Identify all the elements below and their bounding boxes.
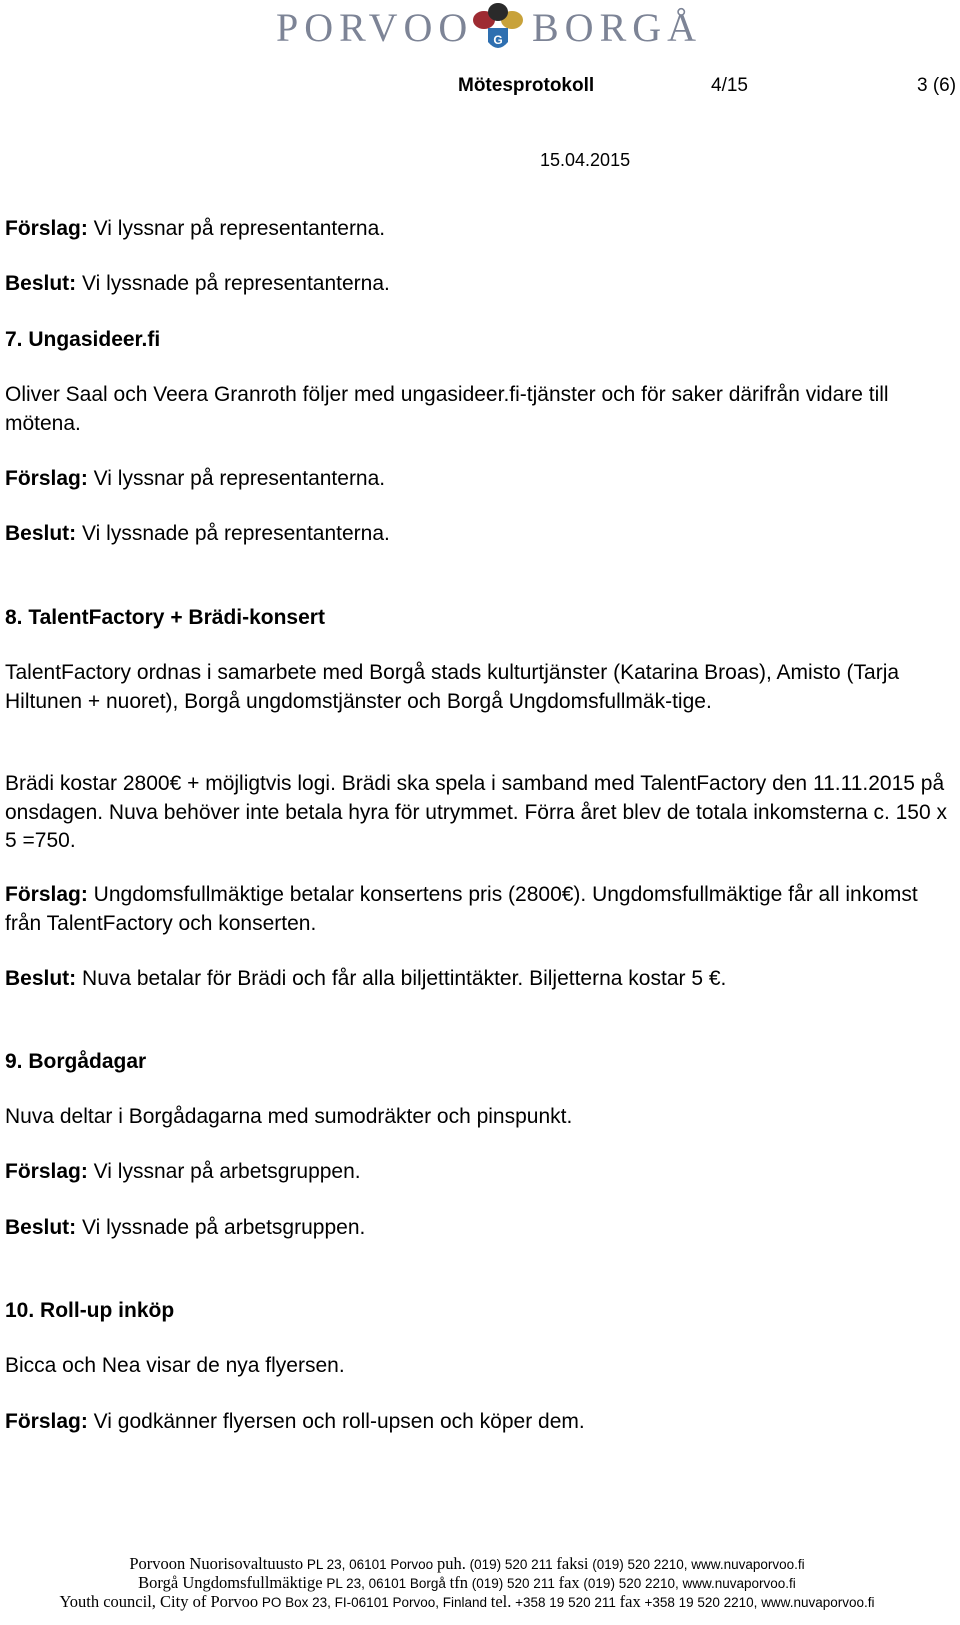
- footer-org-name: Youth council, City of Porvoo: [59, 1592, 259, 1611]
- decision-text: Vi lyssnade på representanterna.: [76, 522, 390, 545]
- proposal-text: Vi lyssnar på representanterna.: [87, 217, 386, 240]
- proposal-paragraph: [5, 1408, 955, 1437]
- proposal-paragraph: [5, 1158, 955, 1187]
- decision-text: Nuva betalar för Brädi och får alla biljettintäkter. Biljetterna kostar 5 €.: [76, 967, 727, 990]
- footer-line-swedish: [0, 1574, 947, 1593]
- footer-fax-label: fax: [619, 1592, 641, 1611]
- footer-phone-label: tel.: [490, 1592, 512, 1611]
- decision-label: Beslut:: [5, 1216, 77, 1239]
- proposal-text: Vi lyssnar på representanterna.: [87, 467, 386, 490]
- logo-word-porvoo: PORVOO: [276, 5, 474, 50]
- proposal-label: Förslag:: [5, 1410, 88, 1433]
- page-number: 3 (6): [917, 75, 957, 96]
- section-heading-7: 7. Ungasideer.fi: [5, 328, 161, 351]
- footer-phone-label: puh.: [436, 1554, 466, 1573]
- logo-word-borga: BORGÅ: [532, 5, 703, 50]
- footer-phone: (019) 520 211: [468, 1576, 559, 1591]
- decision-paragraph: [5, 1214, 955, 1243]
- proposal-paragraph: [5, 465, 955, 494]
- footer-phone: (019) 520 211: [465, 1557, 557, 1572]
- proposal-text: Ungdomsfullmäktige betalar konsertens pris (2800€). Ungdomsfullmäktige får all inkomst från TalentFactory och konserten.: [5, 883, 918, 935]
- coat-of-arms-icon: [466, 0, 530, 55]
- document-number: 4/15: [711, 75, 748, 96]
- footer-fax-web: (019) 520 2210, www.nuvaporvoo.fi: [579, 1576, 796, 1591]
- decision-text: Vi lyssnade på representanterna.: [76, 272, 390, 295]
- body-paragraph: TalentFactory ordnas i samarbete med Borgå stads kulturtjänster (Katarina Broas), Amisto (Tarja Hiltunen + nuoret), Borgå ungdomstjänster och Borgå Ungdomsfullmäk-tige.: [5, 661, 900, 713]
- footer-line-english: [0, 1593, 947, 1612]
- decision-paragraph: [5, 520, 955, 549]
- proposal-text: Vi godkänner flyersen och roll-upsen och köper dem.: [87, 1410, 585, 1433]
- proposal-label: Förslag:: [5, 883, 88, 906]
- decision-label: Beslut:: [5, 522, 77, 545]
- proposal-label: Förslag:: [5, 1160, 88, 1183]
- footer-address: PL 23, 06101 Borgå: [322, 1576, 450, 1591]
- svg-text:G: G: [493, 33, 503, 47]
- proposal-text: Vi lyssnar på arbetsgruppen.: [87, 1160, 361, 1183]
- footer-fax-label: fax: [558, 1573, 580, 1592]
- footer-phone: +358 19 520 211: [511, 1595, 620, 1610]
- decision-paragraph: [5, 270, 955, 299]
- document-type: Mötesprotokoll: [458, 75, 595, 96]
- footer-org-name: Porvoon Nuorisovaltuusto: [129, 1554, 304, 1573]
- proposal-label: Förslag:: [5, 467, 88, 490]
- footer-address: PO Box 23, FI-06101 Porvoo, Finland: [258, 1595, 491, 1610]
- footer-phone-label: tfn: [449, 1573, 469, 1592]
- footer-org-name: Borgå Ungdomsfullmäktige: [138, 1573, 323, 1592]
- decision-paragraph: [5, 965, 955, 994]
- footer-fax-web: +358 19 520 2210, www.nuvaporvoo.fi: [640, 1595, 875, 1610]
- body-paragraph: Brädi kostar 2800€ + möjligtvis logi. Brädi ska spela i samband med TalentFactory den 11.11.2015 på onsdagen. Nuva behöver inte betala hyra för utrymmet. Förra året blev de totala inkomsterna c. 150 x 5 =750.: [5, 772, 947, 852]
- proposal-paragraph: [5, 881, 955, 938]
- section-heading-10: 10. Roll-up inköp: [5, 1299, 175, 1322]
- proposal-paragraph: [5, 215, 955, 244]
- footer-fax-label: faksi: [556, 1554, 589, 1573]
- body-paragraph: Nuva deltar i Borgådagarna med sumodräkter och pinspunkt.: [5, 1105, 573, 1128]
- footer-fax-web: (019) 520 2210, www.nuvaporvoo.fi: [588, 1557, 805, 1572]
- city-logo: [270, 0, 703, 55]
- section-heading-9: 9. Borgådagar: [5, 1050, 147, 1073]
- decision-text: Vi lyssnade på arbetsgruppen.: [76, 1216, 366, 1239]
- document-date: 15.04.2015: [540, 150, 631, 170]
- body-paragraph: Bicca och Nea visar de nya flyersen.: [5, 1354, 345, 1377]
- footer-line-finnish: [0, 1555, 947, 1574]
- body-paragraph: Oliver Saal och Veera Granroth följer med ungasideer.fi-tjänster och för saker därifrån vidare till mötena.: [5, 383, 889, 435]
- decision-label: Beslut:: [5, 272, 77, 295]
- proposal-label: Förslag:: [5, 217, 88, 240]
- footer-address: PL 23, 06101 Porvoo: [303, 1557, 437, 1572]
- decision-label: Beslut:: [5, 967, 77, 990]
- section-heading-8: 8. TalentFactory + Brädi-konsert: [5, 606, 325, 629]
